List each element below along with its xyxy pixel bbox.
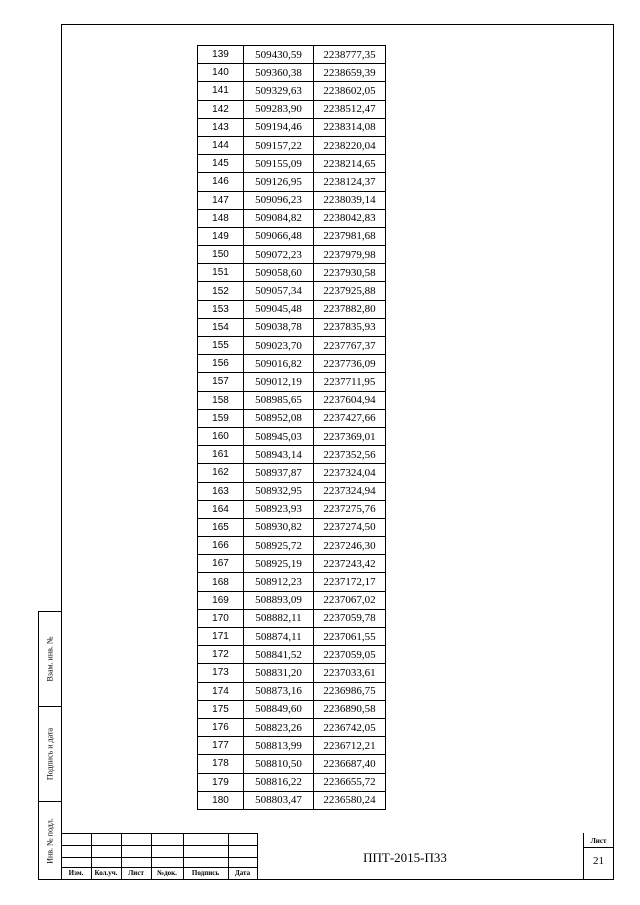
y-coordinate-cell: 2236742,05	[314, 718, 386, 736]
x-coordinate-cell: 509066,48	[244, 227, 314, 245]
point-number-cell: 175	[198, 700, 244, 718]
y-coordinate-cell: 2238220,04	[314, 136, 386, 154]
y-coordinate-cell: 2237324,94	[314, 482, 386, 500]
x-coordinate-cell: 509058,60	[244, 264, 314, 282]
x-coordinate-cell: 509012,19	[244, 373, 314, 391]
x-coordinate-cell: 509096,23	[244, 191, 314, 209]
x-coordinate-cell: 509084,82	[244, 209, 314, 227]
y-coordinate-cell: 2238039,14	[314, 191, 386, 209]
x-coordinate-cell: 509038,78	[244, 318, 314, 336]
point-number-cell: 177	[198, 737, 244, 755]
point-number-cell: 159	[198, 409, 244, 427]
table-row	[198, 537, 386, 555]
y-coordinate-cell: 2237711,95	[314, 373, 386, 391]
point-number-cell: 146	[198, 173, 244, 191]
y-coordinate-cell: 2237059,78	[314, 609, 386, 627]
x-coordinate-cell: 509157,22	[244, 136, 314, 154]
table-row	[198, 264, 386, 282]
stamp-label-sheet: Лист	[128, 869, 144, 877]
table-row	[198, 155, 386, 173]
point-number-cell: 173	[198, 664, 244, 682]
x-coordinate-cell: 508841,52	[244, 646, 314, 664]
table-row	[198, 246, 386, 264]
point-number-cell: 154	[198, 318, 244, 336]
x-coordinate-cell: 508873,16	[244, 682, 314, 700]
table-row	[198, 100, 386, 118]
table-row	[198, 518, 386, 536]
point-number-cell: 142	[198, 100, 244, 118]
x-coordinate-cell: 508831,20	[244, 664, 314, 682]
point-number-cell: 155	[198, 337, 244, 355]
point-number-cell: 141	[198, 82, 244, 100]
x-coordinate-cell: 509155,09	[244, 155, 314, 173]
table-row	[198, 82, 386, 100]
x-coordinate-cell: 508816,22	[244, 773, 314, 791]
y-coordinate-cell: 2237246,30	[314, 537, 386, 555]
point-number-cell: 168	[198, 573, 244, 591]
table-row	[198, 646, 386, 664]
x-coordinate-cell: 509016,82	[244, 355, 314, 373]
x-coordinate-cell: 509057,34	[244, 282, 314, 300]
point-number-cell: 165	[198, 518, 244, 536]
y-coordinate-cell: 2236655,72	[314, 773, 386, 791]
x-coordinate-cell: 508925,72	[244, 537, 314, 555]
table-row	[198, 628, 386, 646]
point-number-cell: 160	[198, 427, 244, 445]
table-row	[198, 173, 386, 191]
point-number-cell: 179	[198, 773, 244, 791]
x-coordinate-cell: 509023,70	[244, 337, 314, 355]
y-coordinate-cell: 2237427,66	[314, 409, 386, 427]
point-number-cell: 145	[198, 155, 244, 173]
point-number-cell: 170	[198, 609, 244, 627]
x-coordinate-cell: 508823,26	[244, 718, 314, 736]
point-number-cell: 153	[198, 300, 244, 318]
title-block	[61, 833, 614, 880]
y-coordinate-cell: 2237274,50	[314, 518, 386, 536]
point-number-cell: 167	[198, 555, 244, 573]
y-coordinate-cell: 2236580,24	[314, 791, 386, 809]
y-coordinate-cell: 2237067,02	[314, 591, 386, 609]
x-coordinate-cell: 508943,14	[244, 446, 314, 464]
y-coordinate-cell: 2237979,98	[314, 246, 386, 264]
table-row	[198, 718, 386, 736]
x-coordinate-cell: 509430,59	[244, 46, 314, 64]
point-number-cell: 149	[198, 227, 244, 245]
y-coordinate-cell: 2237604,94	[314, 391, 386, 409]
table-row	[198, 464, 386, 482]
x-coordinate-cell: 508937,87	[244, 464, 314, 482]
point-number-cell: 150	[198, 246, 244, 264]
table-row	[198, 337, 386, 355]
x-coordinate-cell: 509360,38	[244, 64, 314, 82]
x-coordinate-cell: 508985,65	[244, 391, 314, 409]
table-row	[198, 409, 386, 427]
sidebar-label-inv-orig: Инв. № подл.	[45, 818, 55, 864]
point-number-cell: 172	[198, 646, 244, 664]
y-coordinate-cell: 2237882,80	[314, 300, 386, 318]
point-number-cell: 151	[198, 264, 244, 282]
point-number-cell: 164	[198, 500, 244, 518]
point-number-cell: 163	[198, 482, 244, 500]
table-row	[198, 591, 386, 609]
table-row	[198, 227, 386, 245]
sidebar-cell-inv-sub	[39, 612, 61, 707]
x-coordinate-cell: 509283,90	[244, 100, 314, 118]
y-coordinate-cell: 2238512,47	[314, 100, 386, 118]
table-row	[198, 373, 386, 391]
point-number-cell: 157	[198, 373, 244, 391]
x-coordinate-cell: 508945,03	[244, 427, 314, 445]
table-row	[198, 555, 386, 573]
x-coordinate-cell: 508923,93	[244, 500, 314, 518]
table-row	[198, 573, 386, 591]
table-row	[198, 46, 386, 64]
x-coordinate-cell: 509329,63	[244, 82, 314, 100]
table-row	[198, 391, 386, 409]
sidebar-cell-sign-date	[39, 707, 61, 802]
sidebar-label-inv-sub: Взам. инв. №	[45, 636, 55, 682]
point-number-cell: 178	[198, 755, 244, 773]
point-number-cell: 152	[198, 282, 244, 300]
y-coordinate-cell: 2237059,05	[314, 646, 386, 664]
y-coordinate-cell: 2238659,39	[314, 64, 386, 82]
point-number-cell: 162	[198, 464, 244, 482]
table-row	[198, 118, 386, 136]
point-number-cell: 144	[198, 136, 244, 154]
x-coordinate-cell: 508925,19	[244, 555, 314, 573]
y-coordinate-cell: 2237835,93	[314, 318, 386, 336]
x-coordinate-cell: 508882,11	[244, 609, 314, 627]
point-number-cell: 147	[198, 191, 244, 209]
table-row	[198, 664, 386, 682]
table-row	[198, 355, 386, 373]
x-coordinate-cell: 508874,11	[244, 628, 314, 646]
y-coordinate-cell: 2238314,08	[314, 118, 386, 136]
table-row	[198, 755, 386, 773]
table-row	[198, 64, 386, 82]
y-coordinate-cell: 2237352,56	[314, 446, 386, 464]
table-row	[198, 318, 386, 336]
table-row	[198, 136, 386, 154]
y-coordinate-cell: 2236712,21	[314, 737, 386, 755]
table-row	[198, 609, 386, 627]
table-row	[198, 209, 386, 227]
y-coordinate-cell: 2237061,55	[314, 628, 386, 646]
y-coordinate-cell: 2237324,04	[314, 464, 386, 482]
x-coordinate-cell: 509126,95	[244, 173, 314, 191]
stamp-label-doc-number: №док.	[157, 869, 177, 877]
point-number-cell: 143	[198, 118, 244, 136]
table-row	[198, 191, 386, 209]
table-row	[198, 446, 386, 464]
table-row	[198, 300, 386, 318]
table-row	[198, 427, 386, 445]
x-coordinate-cell: 509072,23	[244, 246, 314, 264]
y-coordinate-cell: 2238042,83	[314, 209, 386, 227]
point-number-cell: 148	[198, 209, 244, 227]
table-row	[198, 482, 386, 500]
x-coordinate-cell: 508813,99	[244, 737, 314, 755]
point-number-cell: 156	[198, 355, 244, 373]
sheet-label: Лист	[590, 837, 607, 845]
x-coordinate-cell: 508849,60	[244, 700, 314, 718]
y-coordinate-cell: 2237981,68	[314, 227, 386, 245]
x-coordinate-cell: 508893,09	[244, 591, 314, 609]
y-coordinate-cell: 2237767,37	[314, 337, 386, 355]
sidebar-label-sign-date: Подпись и дата	[45, 727, 55, 781]
point-number-cell: 139	[198, 46, 244, 64]
point-number-cell: 169	[198, 591, 244, 609]
stamp-label-count: Кол.уч.	[94, 869, 118, 877]
point-number-cell: 140	[198, 64, 244, 82]
stamp-label-signature: Подпись	[191, 869, 220, 877]
y-coordinate-cell: 2238214,65	[314, 155, 386, 173]
point-number-cell: 174	[198, 682, 244, 700]
point-number-cell: 171	[198, 628, 244, 646]
y-coordinate-cell: 2237925,88	[314, 282, 386, 300]
table-row	[198, 791, 386, 809]
table-row	[198, 700, 386, 718]
table-row	[198, 737, 386, 755]
stamp-label-change: Изм.	[68, 869, 84, 877]
x-coordinate-cell: 508803,47	[244, 791, 314, 809]
y-coordinate-cell: 2237172,17	[314, 573, 386, 591]
point-number-cell: 161	[198, 446, 244, 464]
x-coordinate-cell: 508810,50	[244, 755, 314, 773]
y-coordinate-cell: 2236986,75	[314, 682, 386, 700]
y-coordinate-cell: 2237243,42	[314, 555, 386, 573]
table-row	[198, 282, 386, 300]
point-number-cell: 166	[198, 537, 244, 555]
y-coordinate-cell: 2238602,05	[314, 82, 386, 100]
y-coordinate-cell: 2237736,09	[314, 355, 386, 373]
point-number-cell: 180	[198, 791, 244, 809]
point-number-cell: 158	[198, 391, 244, 409]
y-coordinate-cell: 2237275,76	[314, 500, 386, 518]
sheet-number: 21	[593, 855, 604, 867]
left-margin-stamp	[38, 611, 61, 880]
y-coordinate-cell: 2236890,58	[314, 700, 386, 718]
table-row	[198, 773, 386, 791]
stamp-label-date: Дата	[234, 869, 251, 877]
y-coordinate-cell: 2237930,58	[314, 264, 386, 282]
y-coordinate-cell: 2238124,37	[314, 173, 386, 191]
coordinates-table	[197, 45, 386, 810]
x-coordinate-cell: 508932,95	[244, 482, 314, 500]
y-coordinate-cell: 2236687,40	[314, 755, 386, 773]
x-coordinate-cell: 509045,48	[244, 300, 314, 318]
sidebar-cell-inv-orig	[39, 802, 61, 880]
x-coordinate-cell: 508912,23	[244, 573, 314, 591]
x-coordinate-cell: 508930,82	[244, 518, 314, 536]
table-row	[198, 500, 386, 518]
point-number-cell: 176	[198, 718, 244, 736]
y-coordinate-cell: 2238777,35	[314, 46, 386, 64]
y-coordinate-cell: 2237369,01	[314, 427, 386, 445]
y-coordinate-cell: 2237033,61	[314, 664, 386, 682]
document-code: ППТ-2015-П33	[363, 850, 447, 865]
x-coordinate-cell: 509194,46	[244, 118, 314, 136]
coordinates-table-body	[198, 46, 386, 810]
x-coordinate-cell: 508952,08	[244, 409, 314, 427]
table-row	[198, 682, 386, 700]
